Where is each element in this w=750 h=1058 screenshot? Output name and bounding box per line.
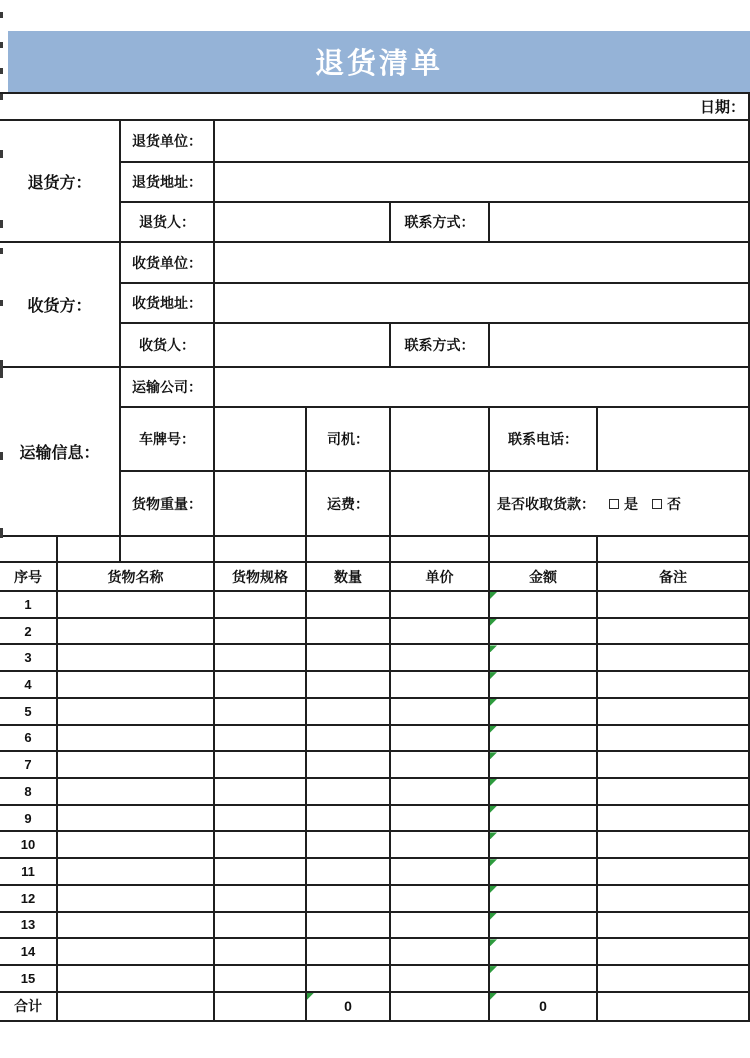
goods-name-cell[interactable] bbox=[58, 752, 215, 779]
left-edge-mark bbox=[0, 12, 3, 18]
goods-name-cell[interactable] bbox=[58, 672, 215, 699]
spacer-cell bbox=[307, 537, 391, 563]
note-cell[interactable] bbox=[598, 672, 750, 699]
note-cell[interactable] bbox=[598, 699, 750, 726]
table-row bbox=[0, 859, 750, 886]
total-amount-value: 0 bbox=[539, 998, 547, 1015]
formula-indicator-icon bbox=[490, 859, 497, 866]
plate-number-label: 车牌号： bbox=[121, 408, 215, 472]
amount-cell[interactable] bbox=[490, 806, 598, 833]
amount-cell[interactable] bbox=[490, 619, 598, 646]
date-label: 日期： bbox=[699, 99, 745, 116]
date-row[interactable] bbox=[0, 92, 750, 121]
formula-indicator-icon bbox=[490, 592, 497, 599]
section-return-party bbox=[0, 121, 750, 243]
quantity-cell[interactable] bbox=[307, 752, 391, 779]
left-edge-mark bbox=[0, 94, 3, 100]
amount-cell[interactable] bbox=[490, 779, 598, 806]
spacer-cell bbox=[598, 537, 750, 563]
row-number: 10 bbox=[0, 832, 58, 859]
goods-table-header bbox=[0, 563, 750, 592]
total-quantity-value: 0 bbox=[344, 998, 352, 1015]
goods-name-cell[interactable] bbox=[58, 699, 215, 726]
driver-field[interactable] bbox=[391, 408, 490, 472]
quantity-cell[interactable] bbox=[307, 592, 391, 619]
transport-company-field[interactable] bbox=[215, 368, 750, 408]
goods-spec-cell[interactable] bbox=[215, 699, 307, 726]
formula-indicator-icon bbox=[490, 699, 497, 706]
amount-cell[interactable] bbox=[490, 859, 598, 886]
row-number: 7 bbox=[0, 752, 58, 779]
receive-party-label: 收货方： bbox=[0, 243, 121, 368]
driver-label: 司机： bbox=[307, 408, 391, 472]
goods-name-cell[interactable] bbox=[58, 645, 215, 672]
amount-cell[interactable] bbox=[490, 592, 598, 619]
unit-price-cell[interactable] bbox=[391, 966, 490, 993]
quantity-cell[interactable] bbox=[307, 832, 391, 859]
goods-spec-cell[interactable] bbox=[215, 939, 307, 966]
goods-name-cell[interactable] bbox=[58, 619, 215, 646]
formula-indicator-icon bbox=[490, 832, 497, 839]
col-header-price: 单价 bbox=[391, 563, 490, 592]
section-transport bbox=[0, 368, 750, 537]
row-number: 2 bbox=[0, 619, 58, 646]
table-row bbox=[0, 939, 750, 966]
title-banner bbox=[8, 31, 750, 92]
table-row bbox=[0, 832, 750, 859]
receive-unit-field[interactable] bbox=[215, 243, 750, 284]
spacer-cell bbox=[121, 537, 215, 563]
checkbox-no-icon[interactable] bbox=[652, 499, 662, 509]
row-number: 11 bbox=[0, 859, 58, 886]
unit-price-cell[interactable] bbox=[391, 832, 490, 859]
freight-label: 运费： bbox=[307, 472, 391, 537]
transport-label: 运输信息： bbox=[0, 368, 121, 537]
receive-contact-label: 联系方式： bbox=[391, 324, 490, 368]
unit-price-cell[interactable] bbox=[391, 672, 490, 699]
unit-price-cell[interactable] bbox=[391, 779, 490, 806]
left-edge-mark bbox=[0, 452, 3, 460]
goods-spec-cell[interactable] bbox=[215, 859, 307, 886]
col-header-name: 货物名称 bbox=[58, 563, 215, 592]
amount-cell[interactable] bbox=[490, 913, 598, 940]
unit-price-cell[interactable] bbox=[391, 592, 490, 619]
table-row bbox=[0, 619, 750, 646]
return-person-field[interactable] bbox=[215, 203, 391, 243]
goods-spec-cell[interactable] bbox=[215, 592, 307, 619]
left-edge-mark bbox=[0, 300, 3, 306]
row-number: 14 bbox=[0, 939, 58, 966]
receive-unit-label: 收货单位： bbox=[121, 243, 215, 284]
return-address-label: 退货地址： bbox=[121, 163, 215, 203]
note-cell[interactable] bbox=[598, 726, 750, 753]
table-row bbox=[0, 726, 750, 753]
note-cell[interactable] bbox=[598, 939, 750, 966]
table-row bbox=[0, 645, 750, 672]
note-cell[interactable] bbox=[598, 832, 750, 859]
total-note-cell bbox=[598, 993, 750, 1022]
goods-name-cell[interactable] bbox=[58, 886, 215, 913]
spacer-cell bbox=[391, 537, 490, 563]
formula-indicator-icon bbox=[490, 726, 497, 733]
left-edge-mark bbox=[0, 360, 3, 378]
left-edge-mark bbox=[0, 150, 3, 158]
goods-name-cell[interactable] bbox=[58, 726, 215, 753]
goods-name-cell[interactable] bbox=[58, 966, 215, 993]
goods-name-cell[interactable] bbox=[58, 592, 215, 619]
unit-price-cell[interactable] bbox=[391, 806, 490, 833]
quantity-cell[interactable] bbox=[307, 913, 391, 940]
note-cell[interactable] bbox=[598, 913, 750, 940]
total-name-cell bbox=[58, 993, 215, 1022]
spacer-cell bbox=[58, 537, 121, 563]
formula-indicator-icon bbox=[490, 806, 497, 813]
spacer-cell bbox=[0, 537, 58, 563]
return-unit-label: 退货单位： bbox=[121, 121, 215, 163]
goods-name-cell[interactable] bbox=[58, 806, 215, 833]
amount-cell[interactable] bbox=[490, 699, 598, 726]
return-contact-label: 联系方式： bbox=[391, 203, 490, 243]
note-cell[interactable] bbox=[598, 886, 750, 913]
row-number: 1 bbox=[0, 592, 58, 619]
row-number: 8 bbox=[0, 779, 58, 806]
table-row bbox=[0, 966, 750, 993]
return-address-field[interactable] bbox=[215, 163, 750, 203]
receive-address-label: 收货地址： bbox=[121, 284, 215, 324]
table-row bbox=[0, 752, 750, 779]
quantity-cell[interactable] bbox=[307, 966, 391, 993]
quantity-cell[interactable] bbox=[307, 806, 391, 833]
table-row bbox=[0, 779, 750, 806]
page-title: 退货清单 bbox=[314, 48, 443, 80]
goods-spec-cell[interactable] bbox=[215, 619, 307, 646]
option-no-label: 否 bbox=[667, 495, 681, 512]
col-header-amount: 金额 bbox=[490, 563, 598, 592]
unit-price-cell[interactable] bbox=[391, 619, 490, 646]
formula-indicator-icon bbox=[490, 913, 497, 920]
goods-spec-cell[interactable] bbox=[215, 672, 307, 699]
formula-indicator-icon bbox=[490, 672, 497, 679]
col-header-index: 序号 bbox=[0, 563, 58, 592]
amount-cell[interactable] bbox=[490, 939, 598, 966]
table-row bbox=[0, 806, 750, 833]
row-number: 5 bbox=[0, 699, 58, 726]
formula-indicator-icon bbox=[490, 645, 497, 652]
table-row bbox=[0, 913, 750, 940]
col-header-spec: 货物规格 bbox=[215, 563, 307, 592]
goods-spec-cell[interactable] bbox=[215, 645, 307, 672]
goods-spec-cell[interactable] bbox=[215, 726, 307, 753]
left-edge-mark bbox=[0, 248, 3, 254]
amount-cell[interactable] bbox=[490, 645, 598, 672]
goods-spec-cell[interactable] bbox=[215, 913, 307, 940]
formula-indicator-icon bbox=[490, 966, 497, 973]
note-cell[interactable] bbox=[598, 619, 750, 646]
total-spec-cell bbox=[215, 993, 307, 1022]
return-unit-field[interactable] bbox=[215, 121, 750, 163]
left-edge-mark bbox=[0, 42, 3, 48]
return-contact-field[interactable] bbox=[490, 203, 750, 243]
freight-field[interactable] bbox=[391, 472, 490, 537]
quantity-cell[interactable] bbox=[307, 779, 391, 806]
goods-name-cell[interactable] bbox=[58, 779, 215, 806]
note-cell[interactable] bbox=[598, 966, 750, 993]
unit-price-cell[interactable] bbox=[391, 859, 490, 886]
return-person-label: 退货人： bbox=[121, 203, 215, 243]
unit-price-cell[interactable] bbox=[391, 752, 490, 779]
unit-price-cell[interactable] bbox=[391, 726, 490, 753]
total-row bbox=[0, 993, 750, 1022]
left-edge-mark bbox=[0, 220, 3, 228]
left-edge-mark bbox=[0, 68, 3, 74]
checkbox-yes-icon[interactable] bbox=[609, 499, 619, 509]
spacer-row bbox=[0, 537, 750, 563]
spacer-cell bbox=[215, 537, 307, 563]
goods-spec-cell[interactable] bbox=[215, 886, 307, 913]
formula-indicator-icon bbox=[490, 993, 497, 1000]
formula-indicator-icon bbox=[490, 886, 497, 893]
transport-company-label: 运输公司： bbox=[121, 368, 215, 408]
amount-cell[interactable] bbox=[490, 672, 598, 699]
contact-phone-field[interactable] bbox=[598, 408, 750, 472]
receive-person-field[interactable] bbox=[215, 324, 391, 368]
note-cell[interactable] bbox=[598, 752, 750, 779]
goods-rows bbox=[0, 592, 750, 993]
quantity-cell[interactable] bbox=[307, 886, 391, 913]
goods-name-cell[interactable] bbox=[58, 859, 215, 886]
unit-price-cell[interactable] bbox=[391, 913, 490, 940]
goods-spec-cell[interactable] bbox=[215, 966, 307, 993]
formula-indicator-icon bbox=[490, 939, 497, 946]
goods-weight-field[interactable] bbox=[215, 472, 307, 537]
plate-number-field[interactable] bbox=[215, 408, 307, 472]
note-cell[interactable] bbox=[598, 592, 750, 619]
amount-cell[interactable] bbox=[490, 752, 598, 779]
quantity-cell[interactable] bbox=[307, 645, 391, 672]
unit-price-cell[interactable] bbox=[391, 645, 490, 672]
unit-price-cell[interactable] bbox=[391, 886, 490, 913]
formula-indicator-icon bbox=[490, 752, 497, 759]
goods-spec-cell[interactable] bbox=[215, 779, 307, 806]
total-quantity-cell bbox=[307, 993, 391, 1022]
spacer-cell bbox=[490, 537, 598, 563]
amount-cell[interactable] bbox=[490, 966, 598, 993]
quantity-cell[interactable] bbox=[307, 939, 391, 966]
left-edge-mark bbox=[0, 528, 3, 538]
table-row bbox=[0, 699, 750, 726]
row-number: 4 bbox=[0, 672, 58, 699]
receive-contact-field[interactable] bbox=[490, 324, 750, 368]
table-row bbox=[0, 672, 750, 699]
quantity-cell[interactable] bbox=[307, 726, 391, 753]
table-row bbox=[0, 886, 750, 913]
note-cell[interactable] bbox=[598, 645, 750, 672]
quantity-cell[interactable] bbox=[307, 619, 391, 646]
goods-name-cell[interactable] bbox=[58, 832, 215, 859]
total-label: 合计 bbox=[0, 993, 58, 1022]
formula-indicator-icon bbox=[490, 619, 497, 626]
goods-spec-cell[interactable] bbox=[215, 806, 307, 833]
collect-payment-label: 是否收取货款： bbox=[497, 495, 595, 512]
form-body bbox=[0, 121, 750, 1022]
formula-indicator-icon bbox=[490, 779, 497, 786]
col-header-qty: 数量 bbox=[307, 563, 391, 592]
unit-price-cell[interactable] bbox=[391, 939, 490, 966]
return-party-label: 退货方： bbox=[0, 121, 121, 243]
goods-spec-cell[interactable] bbox=[215, 752, 307, 779]
goods-weight-label: 货物重量： bbox=[121, 472, 215, 537]
total-price-cell bbox=[391, 993, 490, 1022]
row-number: 12 bbox=[0, 886, 58, 913]
contact-phone-label: 联系电话： bbox=[490, 408, 598, 472]
table-row bbox=[0, 592, 750, 619]
receive-person-label: 收货人： bbox=[121, 324, 215, 368]
amount-cell[interactable] bbox=[490, 726, 598, 753]
goods-name-cell[interactable] bbox=[58, 913, 215, 940]
goods-spec-cell[interactable] bbox=[215, 832, 307, 859]
row-number: 3 bbox=[0, 645, 58, 672]
quantity-cell[interactable] bbox=[307, 699, 391, 726]
quantity-cell[interactable] bbox=[307, 859, 391, 886]
amount-cell[interactable] bbox=[490, 832, 598, 859]
row-number: 6 bbox=[0, 726, 58, 753]
quantity-cell[interactable] bbox=[307, 672, 391, 699]
goods-name-cell[interactable] bbox=[58, 939, 215, 966]
total-amount-cell bbox=[490, 993, 598, 1022]
amount-cell[interactable] bbox=[490, 886, 598, 913]
note-cell[interactable] bbox=[598, 779, 750, 806]
row-number: 13 bbox=[0, 913, 58, 940]
row-number: 15 bbox=[0, 966, 58, 993]
option-yes-label: 是 bbox=[624, 495, 638, 512]
collect-payment-cell[interactable] bbox=[490, 472, 750, 537]
note-cell[interactable] bbox=[598, 806, 750, 833]
unit-price-cell[interactable] bbox=[391, 699, 490, 726]
receive-address-field[interactable] bbox=[215, 284, 750, 324]
section-receive-party bbox=[0, 243, 750, 368]
note-cell[interactable] bbox=[598, 859, 750, 886]
col-header-note: 备注 bbox=[598, 563, 750, 592]
row-number: 9 bbox=[0, 806, 58, 833]
formula-indicator-icon bbox=[307, 993, 314, 1000]
